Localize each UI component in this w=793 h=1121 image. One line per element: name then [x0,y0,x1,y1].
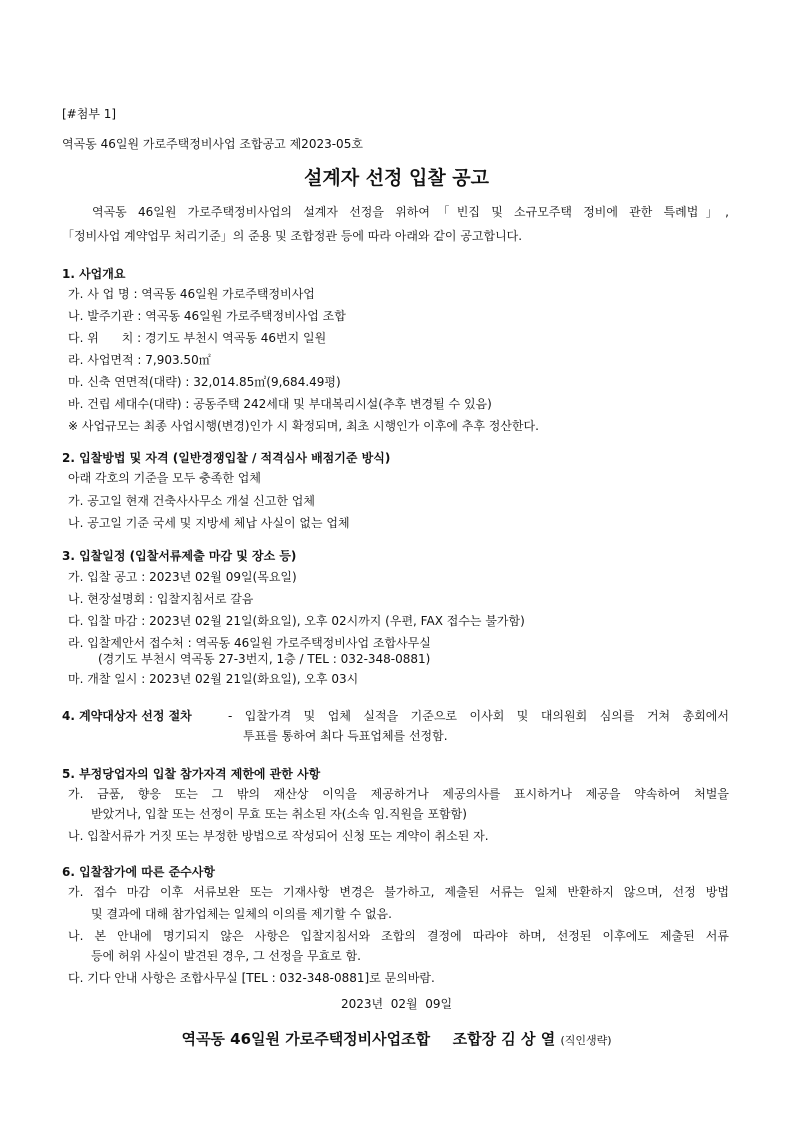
section-2-item: 가. 공고일 현재 건축사사무소 개설 신고한 업체 [68,494,315,508]
section-1-heading: 1. 사업개요 [62,267,126,281]
section-6-item-1-line-2: 및 결과에 대해 참가업체는 일체의 이의를 제기할 수 없음. [91,907,392,921]
page-title: 설계자 선정 입찰 공고 [303,167,490,189]
section-5-heading: 5. 부정당업자의 입찰 참가자격 제한에 관한 사항 [62,767,321,781]
section-3-heading: 3. 입찰일정 (입찰서류제출 마감 및 장소 등) [62,549,297,563]
section-1-item: 가. 사 업 명 : 역곡동 46일원 가로주택정비사업 [68,287,315,301]
section-5-item-1-line-1: 가. 금품, 향응 또는 그 밖의 재산상 이익을 제공하거나 제공의사를 표시하거나 제공을 약속하여 처벌을 [68,787,729,801]
notice-number: 역곡동 46일원 가로주택정비사업 조합공고 제2023-05호 [62,137,363,151]
chairman-name: 조합장 김 상 열 [452,1030,556,1048]
section-6-item-1-line-1: 가. 접수 마감 이후 서류보완 또는 기재사항 변경은 불가하고, 제출된 서류는 일체 반환하지 않으며, 선정 방법 [68,885,729,899]
signature-line [0,1029,793,1051]
section-6-heading: 6. 입찰참가에 따른 준수사항 [62,865,215,879]
section-3-item: 가. 입찰 공고 : 2023년 02월 09일(목요일) [68,570,297,584]
notice-date: 2023년 02월 09일 [340,997,453,1011]
intro-line-2: 「정비사업 계약업무 처리기준」의 준용 및 조합정관 등에 따라 아래와 같이 공고합니다. [62,229,523,243]
section-1-item: 나. 발주기관 : 역곡동 46일원 가로주택정비사업 조합 [68,309,346,323]
section-1-item: 마. 신축 연면적(대략) : 32,014.85㎡(9,684.49평) [68,375,341,389]
section-6-item-2-line-1: 나. 본 안내에 명기되지 않은 사항은 입찰지침서와 조합의 결정에 따라야 하며, 선정된 이후에도 제출된 서류 [68,929,729,943]
section-1-item: 바. 건립 세대수(대략) : 공동주택 242세대 및 부대복리시설(추후 변경될 수 있음) [68,397,492,411]
section-1-item: 다. 위 치 : 경기도 부천시 역곡동 46번지 일원 [68,331,327,345]
attachment-label: [#첨부 1] [62,107,117,121]
section-3-address: (경기도 부천시 역곡동 27-3번지, 1층 / TEL : 032-348-0881) [98,652,431,666]
section-2-item: 아래 각호의 기준을 모두 충족한 업체 [68,471,261,485]
section-1-item: 라. 사업면적 : 7,903.50㎡ [68,353,211,367]
section-2-heading: 2. 입찰방법 및 자격 (일반경쟁입찰 / 적격심사 배점기준 방식) [62,451,391,465]
intro-line-1: 역곡동 46일원 가로주택정비사업의 설계자 선정을 위하여「빈집 및 소규모주택 정비에 관한 특례법」, [92,205,729,219]
section-4-heading: 4. 계약대상자 선정 절차 [62,709,192,723]
section-3-item: 다. 입찰 마감 : 2023년 02월 21일(화요일), 오후 02시까지 (우편, FAX 접수는 불가함) [68,614,525,628]
seal-note: (직인생략) [560,1034,612,1047]
section-3-item: 마. 개찰 일시 : 2023년 02월 21일(화요일), 오후 03시 [68,672,359,686]
section-4-line-2: 투표를 통하여 최다 득표업체를 선정함. [243,729,448,743]
section-3-item: 나. 현장설명회 : 입찰지침서로 갈음 [68,592,254,606]
association-name: 역곡동 46일원 가로주택정비사업조합 [181,1030,431,1048]
section-3-item: 라. 입찰제안서 접수처 : 역곡동 46일원 가로주택정비사업 조합사무실 [68,636,431,650]
section-1-note: ※ 사업규모는 최종 사업시행(변경)인가 시 확정되며, 최초 시행인가 이후에 추후 정산한다. [68,419,539,433]
section-6-item-2-line-2: 등에 허위 사실이 발견된 경우, 그 선정을 무효로 함. [91,949,361,963]
section-5-item-2: 나. 입찰서류가 거짓 또는 부정한 방법으로 작성되어 신청 또는 계약이 취소된 자. [68,829,489,843]
section-2-item: 나. 공고일 기준 국세 및 지방세 체납 사실이 없는 업체 [68,516,350,530]
section-5-item-1-line-2: 받았거나, 입찰 또는 선정이 무효 또는 취소된 자(소속 임.직원을 포함함) [91,807,467,821]
section-4-line-1: - 입찰가격 및 업체 실적을 기준으로 이사회 및 대의원회 심의를 거쳐 총회에서 [228,709,729,723]
section-6-item-3: 다. 기다 안내 사항은 조합사무실 [TEL : 032-348-0881]로 문의바람. [68,971,435,985]
